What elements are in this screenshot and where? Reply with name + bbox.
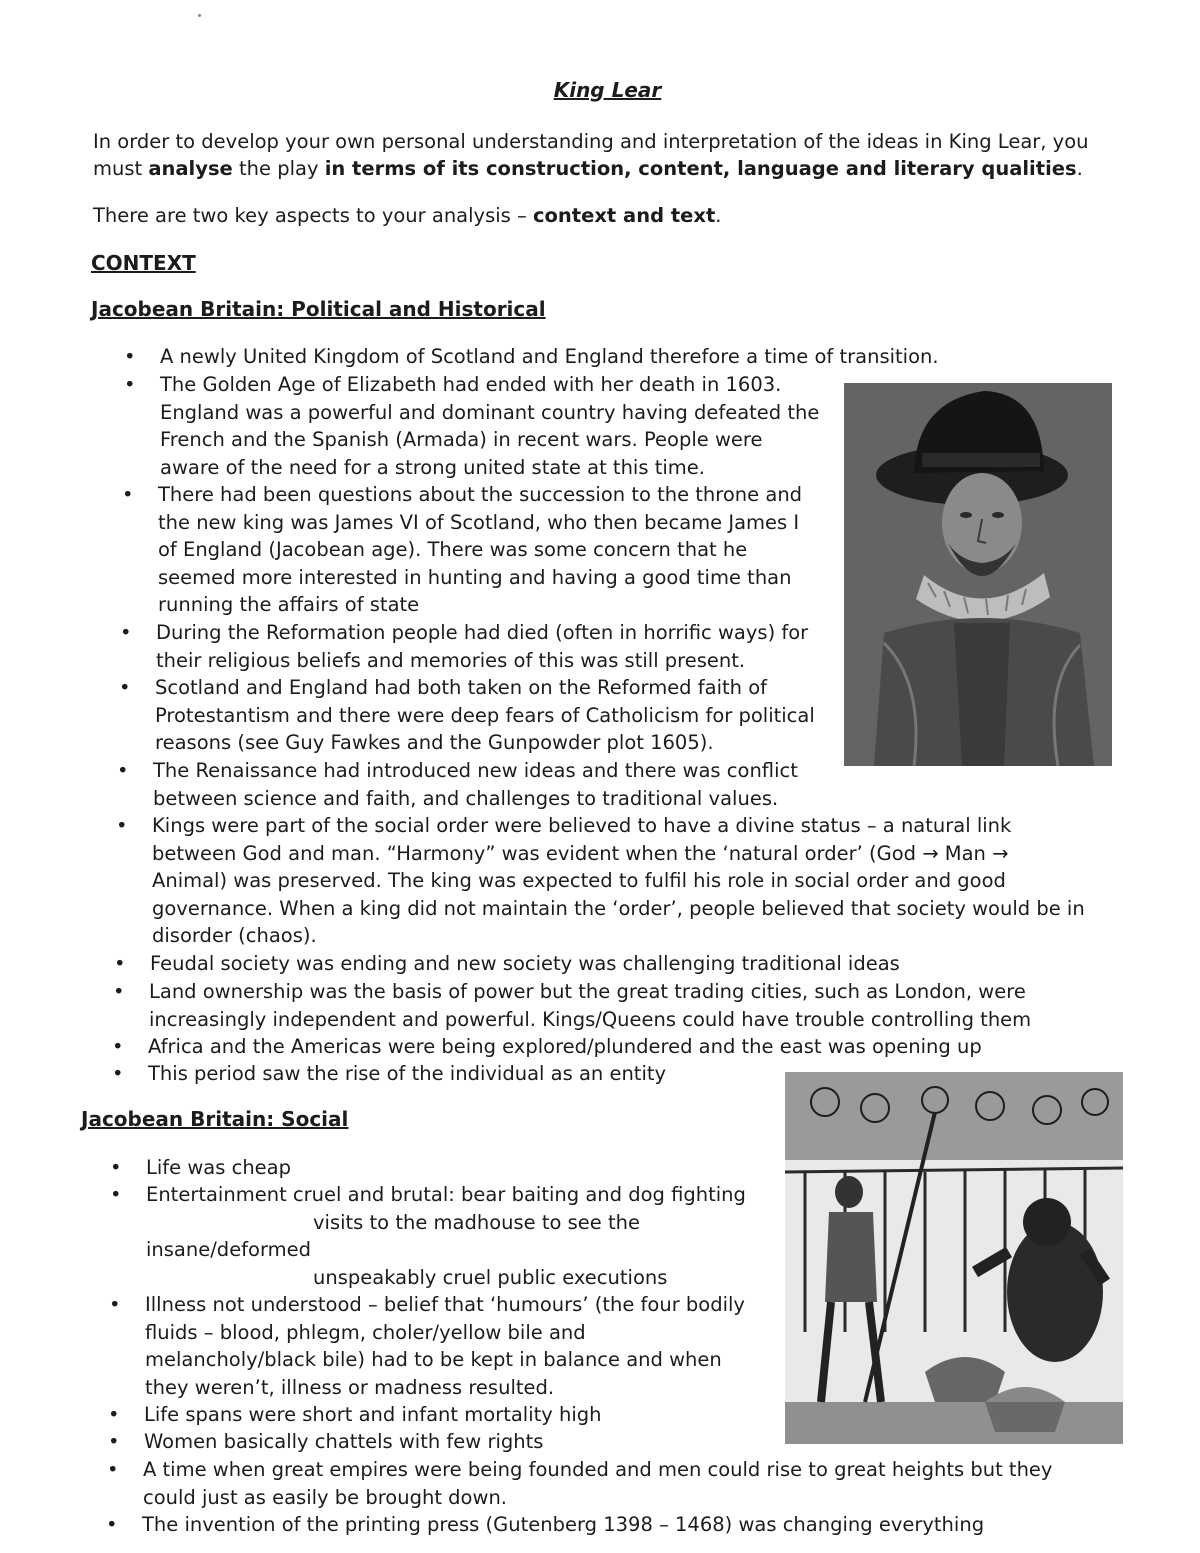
bear-baiting-engraving	[785, 1072, 1123, 1444]
bullet-marker: •	[124, 373, 136, 396]
bullet-marker: •	[113, 980, 125, 1003]
list-item: • Life spans were short and infant mortality high	[144, 1401, 602, 1429]
list-item: • Africa and the Americas were being explored/plundered and the east was opening up	[148, 1033, 982, 1061]
scan-speck	[198, 14, 201, 17]
bullet-marker: •	[106, 1513, 118, 1536]
bullet-marker: •	[117, 759, 129, 782]
bullet-marker: •	[107, 1458, 119, 1481]
bullet-marker: •	[119, 676, 131, 699]
bullet-marker: •	[109, 1293, 121, 1316]
bullet-marker: •	[114, 952, 126, 975]
list-item: • Scotland and England had both taken on the Reformed faith of Protestantism and there were deep fears of Catholicism for political reasons (see Guy Fawkes and the Gunpowder plot 1605).	[119, 676, 815, 755]
intro-line-1: In order to develop your own personal understanding and interpretation of the ideas in King Lear, you	[93, 130, 1089, 153]
intro-paragraph	[93, 128, 1173, 182]
bullet-marker: •	[108, 1403, 120, 1426]
social-heading: Jacobean Britain: Social	[81, 1107, 349, 1131]
intro-line-2: must analyse the play in terms of its construction, content, language and literary qualities.	[93, 157, 1083, 180]
bullet-marker: •	[112, 1035, 124, 1058]
list-item: • The Golden Age of Elizabeth had ended with her death in 1603. England was a powerful and dominant country having defeated the French and the Spanish (Armada) in recent wars. People were aware of the need for a strong united state at this time.	[124, 373, 820, 479]
list-item: • There had been questions about the succession to the throne and the new king was James VI of Scotland, who then became James I of England (Jacobean age). There was some concern that he seemed more interested in hunting and having a good time than running the affairs of state	[122, 483, 803, 617]
list-item: • Illness not understood – belief that ‘humours’ (the four bodily fluids – blood, phlegm, choler/yellow bile and melancholy/black bile) had to be kept in balance and when they weren’t, illness or madness resulted.	[109, 1293, 745, 1399]
list-item: • This period saw the rise of the individual as an entity	[148, 1060, 666, 1088]
list-item: • The Renaissance had introduced new ideas and there was conflict between science and faith, and challenges to traditional values.	[117, 759, 798, 810]
list-item: • The invention of the printing press (Gutenberg 1398 – 1468) was changing everything	[142, 1511, 984, 1539]
context-heading: CONTEXT	[91, 251, 196, 275]
list-item: • Kings were part of the social order were believed to have a divine status – a natural link between God and man. “Harmony” was evident when the ‘natural order’ (God → Man → Animal) was preserved. The king was expected to fulfil his role in social order and good governance. When a king did not maintain the ‘order’, people believed that society would be in disorder (chaos).	[116, 814, 1085, 948]
bullet-marker: •	[122, 483, 134, 506]
bullet-marker: •	[110, 1183, 122, 1206]
list-item: • A time when great empires were being founded and men could rise to great heights but they could just as easily be brought down.	[107, 1458, 1053, 1509]
political-heading: Jacobean Britain: Political and Historical	[91, 297, 546, 321]
list-item: • Land ownership was the basis of power but the great trading cities, such as London, were increasingly independent and powerful. Kings/Queens could have trouble controlling them	[113, 980, 1032, 1031]
bullet-marker: •	[120, 621, 132, 644]
list-item: • Life was cheap	[146, 1154, 291, 1182]
page-title: King Lear	[553, 78, 662, 102]
bullet-marker: •	[110, 1156, 122, 1179]
bullet-marker: •	[116, 814, 128, 837]
king-james-portrait	[844, 383, 1112, 766]
list-item: • Women basically chattels with few rights	[144, 1428, 543, 1456]
list-item: • During the Reformation people had died (often in horrific ways) for their religious beliefs and memories of this was still present.	[120, 621, 809, 672]
bullet-marker: •	[124, 345, 136, 368]
list-item: • A newly United Kingdom of Scotland and England therefore a time of transition.	[160, 343, 939, 371]
bullet-marker: •	[108, 1430, 120, 1453]
list-item: • Feudal society was ending and new society was challenging traditional ideas	[150, 950, 900, 978]
bullet-marker: •	[112, 1062, 124, 1085]
list-item: • Entertainment cruel and brutal: bear baiting and dog fighting visits to the madhouse to see the insane/deformed unspeakably cruel public executions	[110, 1183, 746, 1289]
aspects-sentence: There are two key aspects to your analysis – context and text.	[93, 204, 722, 227]
